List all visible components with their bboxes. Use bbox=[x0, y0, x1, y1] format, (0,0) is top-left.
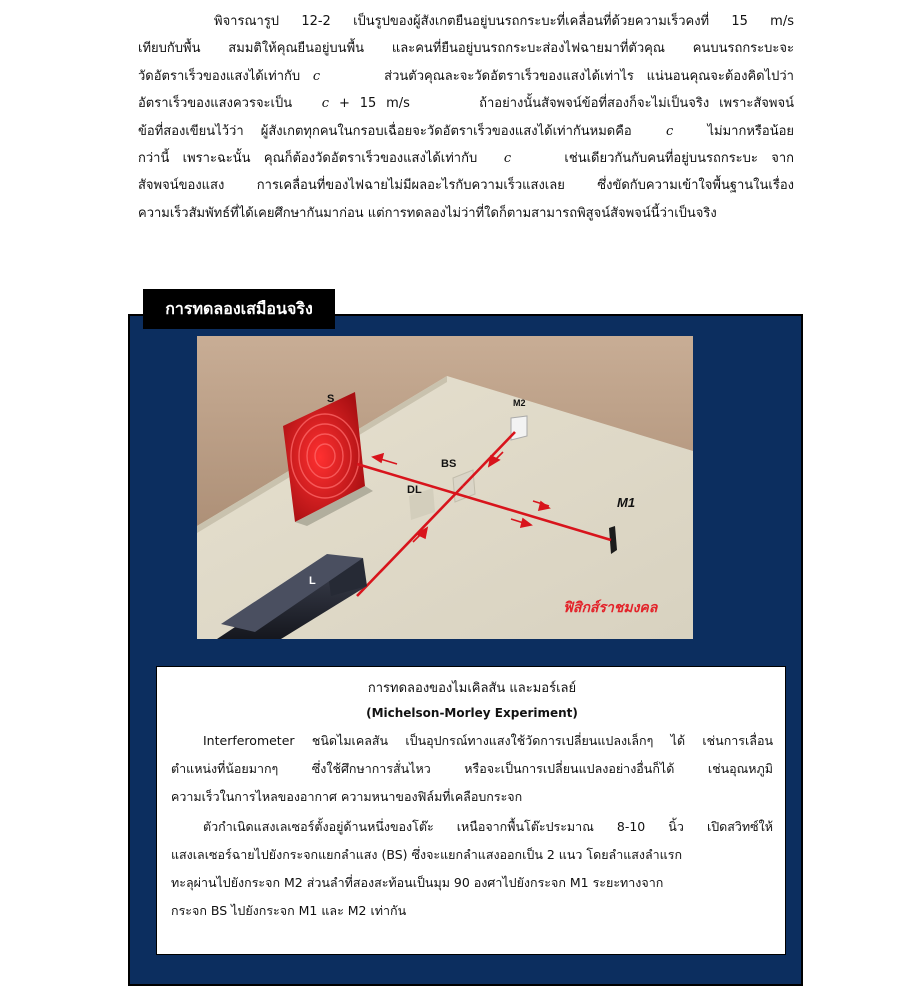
caption-line: ความเร็วในการไหลของอากาศ ความหนาของฟิล์มที่เคลือบกระจก bbox=[171, 789, 523, 804]
intro-text: ถ้าอย่างนั้นสัจพจน์ข้อที่สองก็จะไม่เป็นจริง เพราะสัจพจน์ bbox=[479, 96, 794, 112]
intro-paragraph bbox=[138, 8, 794, 227]
intro-line bbox=[138, 63, 794, 90]
intro-line: สัจพจน์ของแสง การเคลื่อนที่ของไฟฉายไม่มีผลอะไรกับความเร็วแสงเลย ซึ่งขัดกับความเข้าใจพื้นฐานในเรื่อง bbox=[138, 178, 794, 194]
caption-line: Interferometer ชนิดไมเคลสัน เป็นอุปกรณ์ทางแสงใช้วัดการเปลี่ยนแปลงเล็กๆ ได้ เช่นการเลื่อน bbox=[203, 733, 773, 748]
section-tag-label: การทดลองเสมือนจริง bbox=[165, 298, 313, 318]
label-m2: M2 bbox=[513, 398, 526, 408]
intro-text: วัดอัตราเร็วของแสงได้เท่ากับ bbox=[138, 68, 301, 84]
caption-title: การทดลองของไมเคิลสัน และมอร์เลย์ bbox=[367, 681, 577, 696]
section-tag bbox=[143, 289, 335, 329]
label-m1: M1 bbox=[617, 495, 636, 510]
speed-of-light-symbol: c bbox=[312, 68, 321, 84]
intro-line: เทียบกับพื้น สมมติให้คุณยืนอยู่บนพื้น และคนที่ยืนอยู่บนรถกระบะส่องไฟฉายมาที่ตัวคุณ คนบนรถกระบะจะ bbox=[138, 41, 794, 57]
label-s: S bbox=[327, 393, 335, 405]
speed-of-light-symbol: c bbox=[503, 151, 512, 167]
caption-line: แสงเลเซอร์ฉายไปยังกระจกแยกลำแสง (BS) ซึ่งจะแยกลำแสงออกเป็น 2 แนว โดยลำแสงลำแรก bbox=[171, 847, 683, 862]
label-bs: BS bbox=[441, 458, 457, 470]
speed-of-light-symbol: c bbox=[321, 96, 330, 112]
caption-line: ทะลุผ่านไปยังกระจก M2 ส่วนลำที่สองสะท้อนเป็นมุม 90 องศาไปยังกระจก M1 ระยะทางจาก bbox=[171, 875, 664, 890]
caption-box bbox=[156, 666, 786, 955]
intro-line: พิจารณารูป 12-2 เป็นรูปของผู้สังเกตยืนอยู่บนรถกระบะที่เคลื่อนที่ด้วยความเร็วคงที่ 15 m/s bbox=[214, 14, 794, 29]
caption-line: ตัวกำเนิดแสงเลเซอร์ตั้งอยู่ด้านหนึ่งของโต๊ะ เหนือจากพื้นโต๊ะประมาณ 8-10 นิ้ว เปิดสวิทซ์ให้ bbox=[203, 819, 773, 834]
caption-line: กระจก BS ไปยังกระจก M1 และ M2 เท่ากัน bbox=[171, 903, 407, 918]
intro-text: ข้อที่สองเขียนไว้ว่า ผู้สังเกตทุกคนในกรอบเฉื่อยจะวัดอัตราเร็วของแสงได้เท่ากันหมดคือ bbox=[138, 123, 632, 139]
mirror-m2 bbox=[511, 416, 527, 440]
intro-text: ส่วนตัวคุณละจะวัดอัตราเร็วของแสงได้เท่าไร แน่นอนคุณจะต้องคิดไปว่า bbox=[384, 68, 794, 84]
caption-subtitle: (Michelson-Morley Experiment) bbox=[366, 706, 578, 720]
intro-line bbox=[138, 118, 794, 145]
intro-text: เช่นเดียวกันกับคนที่อยู่บนรถกระบะ จาก bbox=[564, 151, 795, 167]
intro-line bbox=[138, 90, 794, 117]
intro-text: ไม่มากหรือน้อย bbox=[707, 123, 795, 139]
intro-text: อัตราเร็วของแสงควรจะเป็น bbox=[138, 96, 293, 112]
watermark-text: ฟิสิกส์ราชมงคล bbox=[563, 600, 658, 616]
label-dl: DL bbox=[407, 484, 422, 496]
michelson-interferometer-scene bbox=[197, 336, 693, 639]
intro-line: ความเร็วสัมพัทธ์ที่ได้เคยศึกษากันมาก่อน แต่การทดลองไม่ว่าที่ใดก็ตามสามารถพิสูจน์สัจพจน์นี้ว่าเป็นจริง bbox=[138, 205, 717, 221]
intro-line bbox=[138, 145, 794, 172]
intro-text: + 15 m/s bbox=[338, 96, 410, 112]
speed-of-light-symbol: c bbox=[665, 123, 674, 139]
intro-text: กว่านี้ เพราะฉะนั้น คุณก็ต้องวัดอัตราเร็วของแสงได้เท่ากับ bbox=[138, 151, 478, 167]
mirror-m2-body bbox=[511, 416, 527, 440]
label-l: L bbox=[309, 575, 316, 587]
caption-line: ตำแหน่งที่น้อยมากๆ ซึ่งใช้ศึกษาการสั่นไหว หรือจะเป็นการเปลี่ยนแปลงอย่างอื่นก็ได้ เช่นอุณหภูมิ bbox=[171, 761, 773, 776]
